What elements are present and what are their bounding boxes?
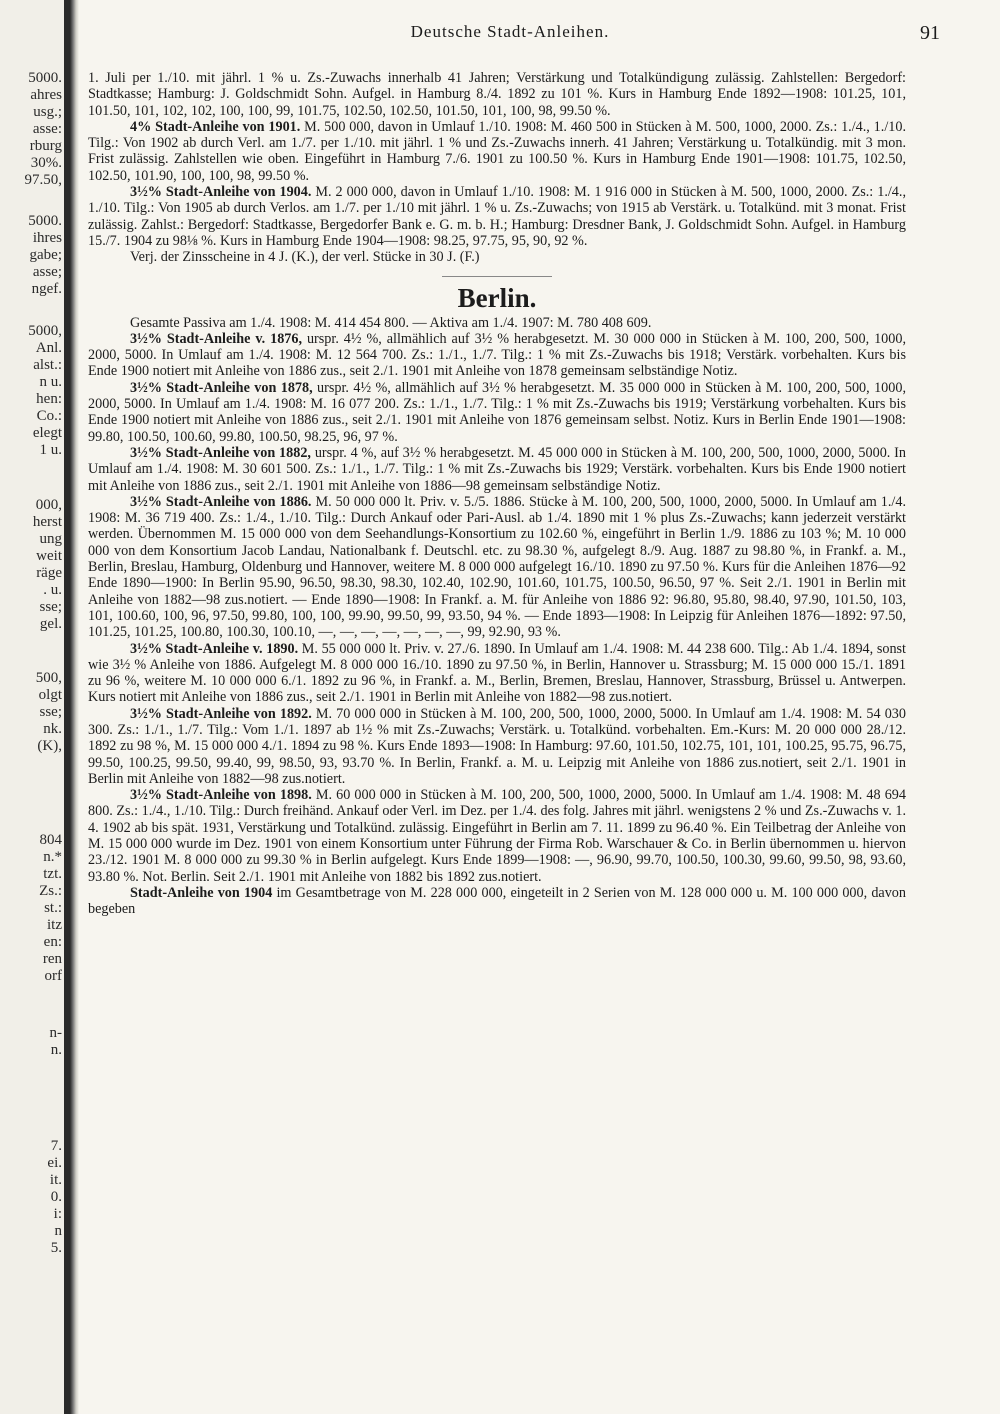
loan-text: M. 60 000 000 in Stücken à M. 100, 200, 500, 1000, 2000, 5000. In Umlauf am 1./4. 1908: M. 48 694 800. Zs.: 1./4., 1./10. Tilg.: Durch freihänd. Ankauf oder Verl. im Dez. per 1./4. des folg. Jahres mit jährl. wenigstens 2 % und Zs.-Zuwachs v. 1. 4. 1902 ab bis spät. 1931, Verstärkung und Totalkünd. zulässig. Eingeführt in Berlin am 7. 11. 1899 zu 96.40 %. Ein Teilbetrag der Anleihe von M. 15 000 000 wurde im Dez. 1901 von einem Konsortium unter Führung der Firma Rob. Warschauer & Co. in Berlin übernommen u. hiervon 23./12. 1901 M. 8 000 000 zu 99.30 % in Berlin aufgelegt. Kurs Ende 1899—1908: —, 96.90, 99.70, 100.50, 100.30, 99.60, 99.50, 98, 93.60, 93.80 %. Not. Berlin. Seit 2./1. 1901 mit Anleihe von 1882 bis 1892 zus.notiert. bbox=[88, 787, 907, 885]
margin-fragment: en: bbox=[43, 934, 62, 950]
margin-fragment: n.* bbox=[43, 849, 62, 865]
margin-fragment: i: bbox=[53, 1206, 62, 1222]
loan-entry bbox=[88, 331, 906, 380]
loan-heading: 3½% Stadt-Anleihe von 1904. bbox=[130, 184, 312, 201]
margin-fragment: orf bbox=[44, 968, 62, 984]
margin-fragment: gabe; bbox=[29, 247, 62, 263]
loan-entry bbox=[88, 641, 906, 706]
loan-text: M. 500 000, davon in Umlauf 1./10. 1908: M. 460 500 in Stücken à M. 500, 1000, 2000. Zs.: 1./4., 1./10. Tilg.: Von 1902 ab durch Verl. am 1./7. per 1./10. mit jährl. 1 % und Zs.-Zuwachs innerh. 41 Jahren; Verstärkung u. Totalkündig. mit 3 mon. Frist zulässig. Zahlstellen wie oben. Eingeführt in Hamburg 7./6. 1901 zu 100.50 %. Kurs in Hamburg Ende 1901—1908: 101.75, 102.50, 102.50, 101.90, 100, 100, 98, 99.50 %. bbox=[88, 118, 907, 184]
margin-fragment: 5000. bbox=[28, 70, 62, 86]
loan-entry bbox=[88, 787, 906, 885]
margin-fragment: räge bbox=[36, 565, 62, 581]
margin-fragment: hen: bbox=[36, 391, 62, 407]
margin-fragment: 5000. bbox=[28, 213, 62, 229]
margin-fragment: n bbox=[54, 1223, 62, 1239]
margin-fragment: ngef. bbox=[31, 281, 62, 297]
loan-entry bbox=[88, 119, 906, 184]
paragraph: Gesamte Passiva am 1./4. 1908: M. 414 454 800. — Aktiva am 1./4. 1907: M. 780 408 609. bbox=[130, 314, 652, 331]
loan-text: M. 2 000 000, davon in Umlauf 1./10. 1908: M. 1 916 000 in Stücken à M. 500, 1000, 2000. Zs.: 1./4., 1./10. Tilg.: Von 1905 ab durch Verlos. am 1./7. per 1./10 mit jährl. 1 % u. Zs.-Zuwachs; von 1915 ab Verstärk. u. Totalkünd. mit 3 monat. Frist zulässig. Zahlst.: Bergedorf: Stadtkasse, Bergedorfer Bank e. G. m. b. H.; Hamburg: Dresdner Bank, J. Goldschmidt Sohn. Aufgel. in Hamburg 15./7. 1904 zu 98⅛ %. Kurs in Hamburg Ende 1904—1908: 98.25, 97.75, 95, 90, 92 %. bbox=[88, 184, 906, 249]
margin-fragment: 500, bbox=[35, 670, 62, 686]
loan-entry bbox=[88, 494, 906, 641]
loan-text: im Gesamtbetrage von M. 228 000 000, eingeteilt in 2 Serien von M. 128 000 000 u. M. 100 000 000, davon begeben bbox=[88, 884, 906, 918]
margin-fragment: elegt bbox=[32, 425, 62, 441]
margin-fragment: ei. bbox=[47, 1155, 62, 1171]
margin-fragment: 97.50, bbox=[24, 172, 62, 188]
margin-fragment: asse: bbox=[32, 121, 62, 137]
page-header bbox=[80, 22, 940, 52]
margin-fragment: nk. bbox=[43, 721, 62, 737]
loan-entry bbox=[88, 380, 906, 445]
loan-text: M. 50 000 000 lt. Priv. v. 5./5. 1886. Stücke à M. 100, 200, 500, 1000, 2000, 5000. In Umlauf am 1./4. 1908: M. 36 719 400. Zs.: 1./4., 1./10. Tilg.: Durch Ankauf oder Pari-Ausl. ab 1./4. 1890 mit 1 % plus Zs.-Zuwachs; kann jederzeit verstärkt werden. Übernommen M. 15 000 000 von dem Seehandlungs-Konsortium zu 102.60 %, eingeführt in Berlin 1./9. 1886 zu 103 %; M. 10 000 000 von dem Konsortium Jacob Landau, Nationalbank f. Deutschl. etc. zu 98.30 %, aufgelegt 8./9. Aug. 1887 zu 98.80 %, in Frankf. a. M., Berlin, Breslau, Hamburg, Oldenburg und Hannover, weitere M. 8 000 000 aufgelegt 16./10. 1890 zu 97.50 %. Kurs für die Anleihen 1876—92 Ende 1890—1900: In Berlin 95.90, 96.50, 98.30, 98.30, 102.40, 102.90, 101.60, 101.75, 100.50, 96.50, 97 %. Seit 2./1. 1901 in Berlin mit Anleihe von 1882—98 zus.notiert. — Ende 1890—1908: In Frankf. a. M. für Anleihe von 1886 92: 96.80, 95.80, 98.40, 97.90, 101.50, 103, 101, 100.60, 100, 96, 97.50, 99.80, 100, 100, 99.90, 99.50, 99, 93.50, 94 %. — Ende 1893—1908: In Leipzig für Anleihen 1876—1892: 97.50, 101.25, 101.25, 100.80, 100.30, 100.10, —, —, —, —, —, —, —, 99, 92.90, 93 %. bbox=[88, 493, 906, 641]
loan-entry bbox=[88, 445, 906, 494]
margin-fragment: tzt. bbox=[43, 866, 62, 882]
margin-fragment: st.: bbox=[44, 900, 62, 916]
margin-fragment: gel. bbox=[39, 616, 62, 632]
continued-paragraph: 1. Juli per 1./10. mit jährl. 1 % u. Zs.-Zuwachs innerhalb 41 Jahren; Verstärkung und Totalkündigung zulässig. Zahlstellen: Bergedorf: Stadtkasse; Hamburg: J. Goldschmidt Sohn. Aufgel. in Hamburg 8./4. 1892 zu 101 %. Kurs in Hamburg Ende 1892—1908: 101.25, 101, 101.50, 101, 102, 102, 100, 100, 99, 101.75, 102.50, 102.50, 101.50, 101, 100, 98, 99.50 %. bbox=[88, 70, 906, 119]
loan-heading: 3½% Stadt-Anleihe v. 1890. bbox=[130, 640, 299, 657]
margin-fragment: n u. bbox=[39, 374, 62, 390]
margin-fragment: 30%. bbox=[30, 155, 62, 171]
margin-fragment: ihres bbox=[32, 230, 62, 246]
margin-fragment: sse; bbox=[39, 704, 62, 720]
loan-heading: 3½% Stadt-Anleihe von 1886. bbox=[130, 493, 312, 510]
margin-fragment: 1 u. bbox=[39, 442, 62, 458]
margin-fragment: n. bbox=[50, 1042, 62, 1058]
margin-fragment: weit bbox=[36, 548, 62, 564]
margin-fragment: herst bbox=[32, 514, 62, 530]
loan-heading: 3½% Stadt-Anleihe v. 1876, bbox=[130, 330, 303, 347]
loan-text: urspr. 4 %, auf 3½ % herabgesetzt. M. 45 000 000 in Stücken à M. 100, 200, 500, 1000, 2000, 5000. In Umlauf am 1./4. 1908: M. 30 601 500. Zs.: 1./1., 1./7. Tilg.: 1 % mit Zs.-Zuwachs bis 1929; Verstärk. vorbehalten. Kurs bis Ende 1900 notiert mit Anleihe von 1886 zus., seit 2./1. 1901 mit Anleihe von 1886—98 gemeinsam selbständige Notiz. bbox=[88, 444, 906, 494]
section-title: Berlin. bbox=[457, 282, 537, 313]
margin-fragment: ahres bbox=[30, 87, 62, 103]
running-title: Deutsche Stadt-Anleihen. bbox=[410, 22, 610, 41]
loan-entry bbox=[88, 885, 906, 918]
margin-fragment: n- bbox=[49, 1025, 62, 1041]
margin-fragment: 804 bbox=[39, 832, 62, 848]
loan-entry bbox=[88, 706, 906, 787]
page-number: 91 bbox=[920, 22, 940, 44]
paragraph: Verj. der Zinsscheine in 4 J. (K.), der verl. Stücke in 30 J. (F.) bbox=[130, 249, 480, 266]
margin-fragment: asse; bbox=[32, 264, 62, 280]
page-body bbox=[88, 70, 906, 918]
loan-heading: 3½% Stadt-Anleihe von 1892. bbox=[130, 705, 312, 722]
margin-fragment: it. bbox=[49, 1172, 62, 1188]
margin-fragment: usg.; bbox=[33, 104, 62, 120]
loan-text: M. 70 000 000 in Stücken à M. 100, 200, 500, 1000, 2000, 5000. In Umlauf am 1./4. 1908: M. 54 030 300. Zs.: 1./1., 1./7. Tilg.: Vom 1./1. 1897 ab 1½ % mit Zs.-Zuwachs; Verstärk. u. Totalkünd. vorbehalten. Em.-Kurs: M. 20 000 000 28./12. 1892 zu 98 %, M. 15 000 000 4./1. 1894 zu 98 %. Kurs Ende 1893—1908: In Hamburg: 97.60, 101.50, 102.75, 101, 101, 100.25, 95.75, 96.75, 99.50, 100.25, 99.50, 99.40, 99, 98.50, 93, 93.70 %. In Berlin, Frankf. a. M. u. Leipzig mit Anleihe von 1886 zus.notiert, seit 2./1. 1901 in Berlin mit Anleihe von 1882—98 zus.notiert. bbox=[88, 705, 906, 787]
margin-fragment: sse; bbox=[39, 599, 62, 615]
loan-entry bbox=[88, 184, 906, 249]
loan-heading: 3½% Stadt-Anleihe von 1878, bbox=[130, 379, 313, 396]
left-margin-bleed bbox=[0, 0, 64, 1414]
margin-fragment: 0. bbox=[50, 1189, 62, 1205]
margin-fragment: 5. bbox=[50, 1240, 62, 1256]
margin-fragment: 7. bbox=[50, 1138, 62, 1154]
margin-fragment: Anl. bbox=[35, 340, 62, 356]
loan-text: urspr. 4½ %, allmählich auf 3½ % herabgesetzt. M. 30 000 000 in Stücken à M. 100, 200, 500, 1000, 2000, 5000. In Umlauf am 1./4. 1908: M. 12 564 700. Zs.: 1./1., 1./7. Tilg.: 1 % mit Zs.-Zuwachs bis 1918; Verstärk. vorbehalten. Kurs bis Ende 1900 notiert mit Anleihe von 1886 zus., seit 2./1. 1901 mit Anleihe von 1878 gemeinsam selbständige Notiz. bbox=[88, 330, 906, 380]
margin-fragment: (K), bbox=[37, 738, 62, 754]
margin-fragment: . u. bbox=[43, 582, 62, 598]
margin-fragment: Co.: bbox=[36, 408, 62, 424]
book-gutter bbox=[64, 0, 79, 1414]
margin-fragment: alst.: bbox=[33, 357, 62, 373]
loan-heading: 3½% Stadt-Anleihe von 1898. bbox=[130, 787, 312, 804]
margin-fragment: ren bbox=[42, 951, 62, 967]
loan-text: urspr. 4½ %, allmählich auf 3½ % herabgesetzt. M. 35 000 000 in Stücken à M. 100, 200, 500, 1000, 2000, 5000. In Umlauf am 1./4. 1908: M. 16 077 200. Zs.: 1./1., 1./7. Tilg.: 1 % mit Zs.-Zuwachs bis 1919; Verstärkung vorbehalten. Kurs bis Ende 1900 notiert mit Anleihe von 1886 zus., seit 2./1. 1901 mit Anleihe von 1876 gemeinsam selbst. Notiz. Kurs in Berlin Ende 1901—1908: 99.80, 100.50, 100.60, 99.80, 100.50, 98.25, 96, 97 %. bbox=[88, 379, 906, 445]
margin-fragment: 5000, bbox=[28, 323, 62, 339]
margin-fragment: Zs.: bbox=[39, 883, 62, 899]
section-divider bbox=[442, 276, 552, 277]
margin-fragment: ung bbox=[39, 531, 62, 547]
loan-text: M. 55 000 000 lt. Priv. v. 27./6. 1890. In Umlauf am 1./4. 1908: M. 44 238 600. Tilg.: Ab 1./4. 1894, sonst wie 3½ % Anleihe von 1886. Aufgelegt M. 8 000 000 16./10. 1890 zu 97.50 %, in Berlin, Hannover u. Strassburg; M. 15 000 000 15./1. 1891 zu 96 %, weitere M. 10 000 000 6./1. 1892 zu 96 %, in Frankf. a. M., Berlin, Bremen, Breslau, Hannover, Strassburg, Brüssel u. Antwerpen. Kurs notiert mit Anleihe von 1886 zus., seit 2./1. 1901 in Berlin mit Anleihe von 1882—98 zus.notiert. bbox=[88, 640, 906, 706]
margin-fragment: rburg bbox=[29, 138, 62, 154]
loan-heading: 4% Stadt-Anleihe von 1901. bbox=[130, 118, 301, 135]
loan-heading: 3½% Stadt-Anleihe von 1882, bbox=[130, 444, 311, 461]
loan-heading: Stadt-Anleihe von 1904 bbox=[130, 884, 273, 901]
margin-fragment: olgt bbox=[38, 687, 62, 703]
margin-fragment: itz bbox=[47, 917, 62, 933]
margin-fragment: 000, bbox=[35, 497, 62, 513]
